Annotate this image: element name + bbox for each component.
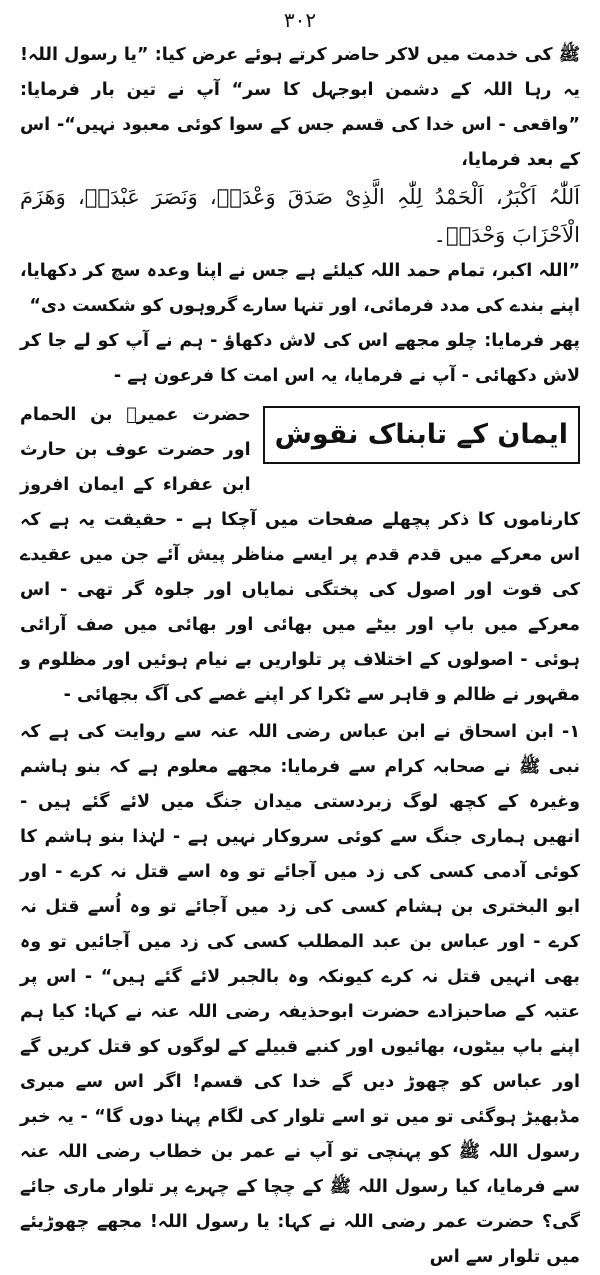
opening-paragraph: ﷺ کی خدمت میں لاکر حاضر کرتے ہوئے عرض کیا: ”یا رسول اللہ! یہ رہا اللہ کے دشمن ابوجہل کا سر“ آپ نے تین بار فرمایا: ”واقعی - اس خدا کی قسم جس کے سوا کوئی معبود نہیں“- اس کے بعد فرمایا، <box>20 45 580 170</box>
numbered-item-1: ۱- ابن اسحاق نے ابن عباس رضی اللہ عنہ سے روایت کی ہے کہ نبی ﷺ نے صحابہ کرام سے فرمایا: مجھے معلوم ہے کہ بنو ہاشم وغیرہ کے کچھ لوگ زبردستی میدان جنگ میں لائے گئے ہیں - انھیں ہماری جنگ سے کوئی سروکار نہیں ہے - لہٰذا بنو ہاشم کا کوئی آدمی کسی کی زد میں آجائے تو وہ اسے قتل نہ کرے - اور ابو البختری بن ہشام کسی کی زد میں آجائے تو وہ اُسے قتل نہ کرے - اور عباس بن عبد المطلب کسی کی زد میں آجائیں تو وہ بھی انہیں قتل نہ کرے کیونکہ وہ بالجبر لائے گئے ہیں“ - اس پر عتبہ کے صاحبزادے حضرت ابوحذیفہ رضی اللہ عنہ نے کہا: کیا ہم اپنے باپ بیٹوں، بھائیوں اور کنبے قبیلے کے لوگوں کو قتل کریں گے اور عباس کو چھوڑ دیں گے خدا کی قسم! اگر اس سے میری مڈبھیڑ ہوگئی تو میں تو اسے تلوار کی لگام پہنا دوں گا“ - یہ خبر رسول اللہ ﷺ کو پہنچی تو آپ نے عمر بن خطاب رضی اللہ عنہ سے فرمایا، کیا رسول اللہ ﷺ کے چچا کے چہرے پر تلوار ماری جائے گی؟ حضرت عمر رضی اللہ نے کہا: یا رسول اللہ! مجھے چھوڑیئے میں تلوار سے اس <box>20 722 580 1267</box>
section-faith <box>20 398 580 713</box>
arabic-quote: اَللّٰہُ اَکْبَرُ، اَلْحَمْدُ لِلّٰہِ الَّذِیْ صَدَقَ وَعْدَہٗ، وَنَصَرَ عَبْدَہٗ، وَھَزَمَ الْاَحْزَابَ وَحْدَہٗ۔ <box>20 185 580 247</box>
section-heading: ایمان کے تابناک نقوش <box>263 406 580 464</box>
section-intro: حضرت عمیرؓ بن الحمام اور حضرت عوف بن حارث ابن عفراء کے ایمان افروز کارناموں کا ذکر پچھلے صفحات میں آچکا ہے - حقیقت یہ ہے کہ اس معرکے میں قدم قدم پر ایسے مناظر پیش آئے جن میں عقیدے کی قوت اور اصول کی پختگی نمایاں اور جلوہ گر تھی - اس معرکے میں باپ اور بیٹے میں بھائی اور بھائی میں صف آرائی ہوئی - اصولوں کے اختلاف پر تلواریں بے نیام ہوئیں اور مظلوم و مقہور نے ظالم و قاہر سے ٹکرا کر اپنے غصے کی آگ بجھائی - <box>20 405 580 705</box>
page-number: ۳۰۲ <box>283 8 317 32</box>
translation-paragraph: ”اللہ اکبر، تمام حمد اللہ کیلئے ہے جس نے اپنا وعدہ سچ کر دکھایا، اپنے بندے کی مدد فرمائی، اور تنہا سارے گروہوں کو شکست دی“ <box>20 261 580 316</box>
paragraph-pharaoh: پھر فرمایا: چلو مجھے اس کی لاش دکھاؤ - ہم نے آپ کو لے جا کر لاش دکھائی - آپ نے فرمایا، یہ اس امت کا فرعون ہے - <box>20 331 580 386</box>
